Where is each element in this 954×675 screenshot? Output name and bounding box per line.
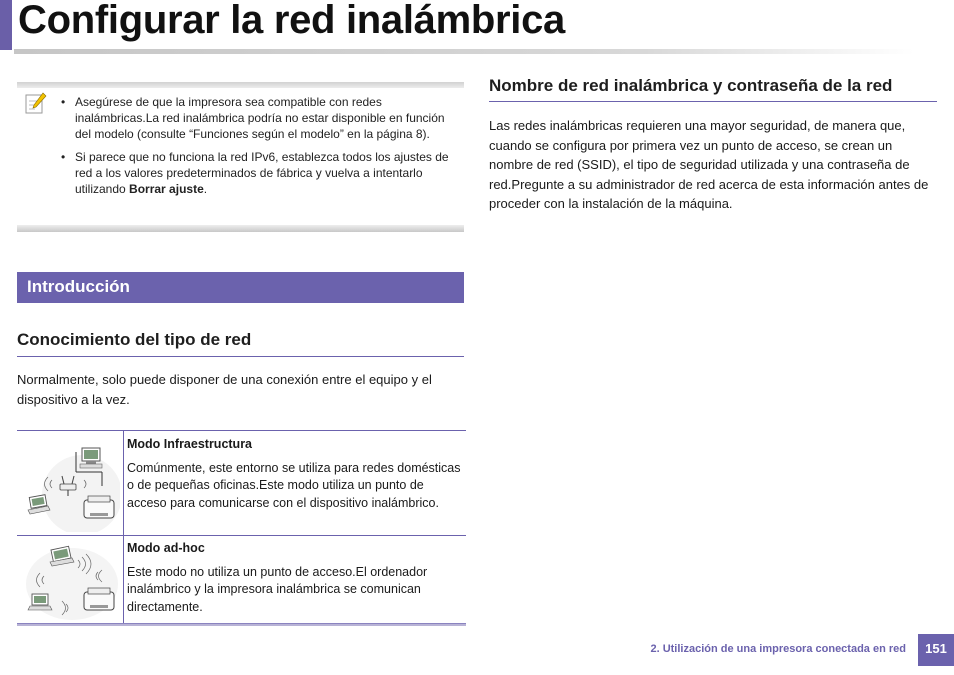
adhoc-diagram [22,542,120,622]
infrastructure-diagram [22,440,120,532]
section-header-introduccion [17,272,464,303]
infrastructure-cell [127,436,463,512]
infrastructure-description: Comúnmente, este entorno se utiliza para redes domésticas o de pequeñas oficinas.Este modo utiliza un punto de acceso para comunicarse con el dispositivo inalámbrico. [127,460,461,510]
network-mode-table [17,430,466,626]
bullet: • [61,150,66,164]
adhoc-cell [127,540,463,616]
bullet: • [61,95,66,109]
note-item [61,94,463,142]
note-bottom-border [17,225,464,232]
title-accent-bar [0,0,12,50]
table-bottom-border [17,623,466,626]
infrastructure-title: Modo Infraestructura [127,437,253,451]
network-password-paragraph: Las redes inalámbricas requieren una mayor seguridad, de manera que, cuando se configura por primera vez un punto de acceso, se crean un nombre de red (SSID), el tipo de seguridad utilizada y una contraseña de red.Pregunte a su administrador de red acerca de esta información antes de proceder con la instalación de la máquina. [489,118,929,211]
adhoc-description: Este modo no utiliza un punto de acceso.El ordenador inalámbrico y la impresora inalámbrica se comunican directamente. [127,564,428,614]
note-item-text-end: . [203,182,208,196]
footer-chapter-title: 2. Utilización de una impresora conectada en red [650,643,906,655]
note-item [61,149,463,197]
note-item-bold: Borrar ajuste [129,182,204,196]
note-item-text: Si parece que no funciona la red IPv6, establezca todos los ajustes de red a los valores predeterminados de fábrica y vuelva a intentarlo utilizando [75,150,449,196]
note-box [17,82,464,232]
table-top-border [17,430,466,431]
heading-network-type: Conocimiento del tipo de red [17,330,252,349]
table-column-divider [123,430,124,624]
table-row-divider [17,535,466,536]
note-pencil-icon [25,92,47,114]
heading-underline [489,101,937,102]
adhoc-title: Modo ad-hoc [127,541,205,555]
note-item-text: Asegúrese de que la impresora sea compatible con redes inalámbricas.La red inalámbrica podría no estar disponible en función del modelo (consulte “Funciones según el modelo” en la página 8). [75,95,445,141]
section-header-label: Introducción [27,277,130,296]
page-title: Configurar la red inalámbrica [18,0,566,42]
heading-underline [17,356,464,357]
page-number: 151 [918,634,954,666]
note-top-border [17,82,464,88]
intro-paragraph: Normalmente, solo puede disponer de una conexión entre el equipo y el dispositivo a la vez. [17,372,432,407]
title-divider [14,49,914,54]
note-list [61,94,463,204]
heading-network-password: Nombre de red inalámbrica y contraseña de la red [489,76,893,95]
